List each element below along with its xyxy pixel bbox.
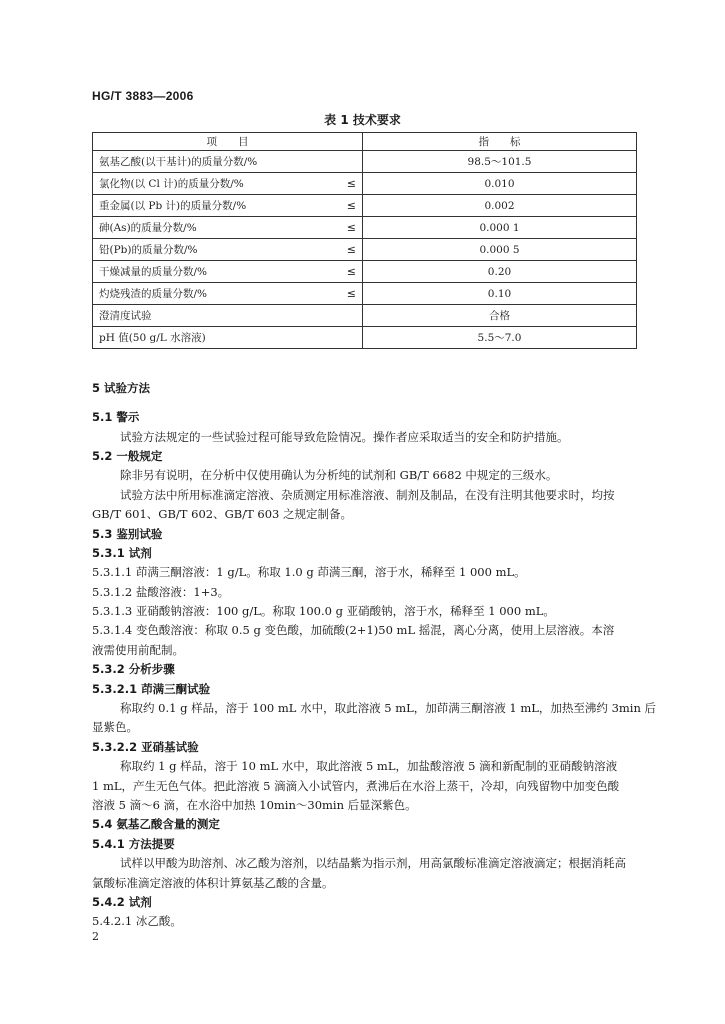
table-cell-item <box>93 239 363 261</box>
table-cell-item <box>93 195 363 217</box>
table-cell-value: 0.000 1 <box>363 217 637 239</box>
comparison-sign: ≤ <box>346 243 356 256</box>
section-5-1-heading: 5.1 警示 <box>92 410 140 424</box>
table-cell-value: 98.5～101.5 <box>363 151 637 173</box>
table-cell-item <box>93 173 363 195</box>
table-cell-item <box>93 151 363 173</box>
section-5-4-heading: 5.4 氨基乙酸含量的测定 <box>92 817 220 831</box>
item-label: 氨基乙酸(以干基计)的质量分数/% <box>99 156 258 168</box>
table-cell-value: 合格 <box>363 305 637 327</box>
section-5-4-1-text-b: 氯酸标准滴定溶液的体积计算氨基乙酸的含量。 <box>92 876 334 890</box>
item-label: 铅(Pb)的质量分数/% <box>99 244 198 256</box>
section-5-1-text: 试验方法规定的一些试验过程可能导致危险情况。操作者应采取适当的安全和防护措施。 <box>120 430 569 444</box>
comparison-sign: ≤ <box>346 199 356 212</box>
column-header-item: 项 目 <box>93 133 363 151</box>
table-row <box>93 327 637 349</box>
technical-requirements-table <box>92 132 637 349</box>
section-5-3-2-1-heading: 5.3.2.1 茚满三酮试验 <box>92 682 211 696</box>
comparison-sign: ≤ <box>346 265 356 278</box>
table-cell-item <box>93 327 363 349</box>
table-row <box>93 305 637 327</box>
section-5-3-1-4a: 5.3.1.4 变色酸溶液：称取 0.5 g 变色酸，加硫酸(2+1)50 mL 摇混，离心分离，使用上层溶液。本溶 <box>92 623 615 637</box>
table-cell-value: 0.000 5 <box>363 239 637 261</box>
table-caption: 表 1 技术要求 <box>324 113 401 127</box>
table-row <box>93 217 637 239</box>
section-5-3-2-2-text-c: 溶液 5 滴～6 滴，在水浴中加热 10min～30min 后显深紫色。 <box>92 798 417 812</box>
section-5-3-2-1-text-b: 显紫色。 <box>92 720 138 734</box>
item-label: 氯化物(以 Cl 计)的质量分数/% <box>99 178 244 190</box>
item-label: 砷(As)的质量分数/% <box>99 222 197 234</box>
comparison-sign: ≤ <box>346 177 356 190</box>
table-cell-item <box>93 283 363 305</box>
table-cell-value: 5.5～7.0 <box>363 327 637 349</box>
table-cell-value: 0.010 <box>363 173 637 195</box>
item-label: 重金属(以 Pb 计)的质量分数/% <box>99 200 247 212</box>
section-5-3-2-heading: 5.3.2 分析步骤 <box>92 662 175 676</box>
section-5-4-2-1: 5.4.2.1 冰乙酸。 <box>92 914 182 928</box>
table-row <box>93 239 637 261</box>
comparison-sign: ≤ <box>346 287 356 300</box>
item-label: 干燥减量的质量分数/% <box>99 266 208 278</box>
section-5-4-2-heading: 5.4.2 试剂 <box>92 895 152 909</box>
section-5-3-1-3: 5.3.1.3 亚硝酸钠溶液：100 g/L。称取 100.0 g 亚硝酸钠，溶于水，稀释至 1 000 mL。 <box>92 604 555 618</box>
section-5-3-1-1: 5.3.1.1 茚满三酮溶液：1 g/L。称取 1.0 g 茚满三酮，溶于水，稀释至 1 000 mL。 <box>92 565 526 579</box>
table-cell-item <box>93 217 363 239</box>
section-5-3-2-1-text-a: 称取约 0.1 g 样品，溶于 100 mL 水中，取此溶液 5 mL，加茚满三酮溶液 1 mL，加热至沸约 3min 后 <box>120 701 657 715</box>
section-5-3-1-4b: 液需使用前配制。 <box>92 643 184 657</box>
table-cell-value: 0.10 <box>363 283 637 305</box>
page-number: 2 <box>92 930 99 943</box>
item-label: 澄清度试验 <box>99 310 152 322</box>
item-label: pH 值(50 g/L 水溶液) <box>99 332 206 344</box>
section-5-3-1-2: 5.3.1.2 盐酸溶液：1+3。 <box>92 585 230 599</box>
table-row <box>93 173 637 195</box>
section-5-4-1-text-a: 试样以甲酸为助溶剂、冰乙酸为溶剂，以结晶紫为指示剂，用高氯酸标准滴定溶液滴定；根据消耗高 <box>120 856 626 870</box>
section-5-3-2-2-text-b: 1 mL，产生无色气体。把此溶液 5 滴滴入小试管内，煮沸后在水浴上蒸干，冷却，向残留物中加变色酸 <box>92 779 620 793</box>
section-5-4-1-heading: 5.4.1 方法提要 <box>92 837 175 851</box>
comparison-sign: ≤ <box>346 221 356 234</box>
section-5-2-heading: 5.2 一般规定 <box>92 449 163 463</box>
section-5-2-text-2b: GB/T 601、GB/T 602、GB/T 603 之规定制备。 <box>92 507 353 521</box>
table-header-row <box>93 133 637 151</box>
section-5-3-2-2-text-a: 称取约 1 g 样品，溶于 10 mL 水中，取此溶液 5 mL，加盐酸溶液 5 滴和新配制的亚硝酸钠溶液 <box>120 759 618 773</box>
item-label: 灼烧残渣的质量分数/% <box>99 288 208 300</box>
table-row <box>93 151 637 173</box>
section-5-2-text-2a: 试验方法中所用标准滴定溶液、杂质测定用标准溶液、制剂及制品，在没有注明其他要求时，均按 <box>120 488 615 502</box>
section-5-3-2-2-heading: 5.3.2.2 亚硝基试验 <box>92 740 199 754</box>
section-5-heading: 5 试验方法 <box>92 381 151 395</box>
section-5-2-text-1: 除非另有说明，在分析中仅使用确认为分析纯的试剂和 GB/T 6682 中规定的三级水。 <box>120 468 558 482</box>
table-row <box>93 195 637 217</box>
table-cell-value: 0.002 <box>363 195 637 217</box>
table-cell-item <box>93 305 363 327</box>
section-5-3-heading: 5.3 鉴别试验 <box>92 527 163 541</box>
column-header-index: 指 标 <box>363 133 637 151</box>
table-row <box>93 261 637 283</box>
table-row <box>93 283 637 305</box>
table-cell-item <box>93 261 363 283</box>
section-5-3-1-heading: 5.3.1 试剂 <box>92 546 152 560</box>
document-header-id: HG/T 3883—2006 <box>92 89 194 103</box>
table-cell-value: 0.20 <box>363 261 637 283</box>
